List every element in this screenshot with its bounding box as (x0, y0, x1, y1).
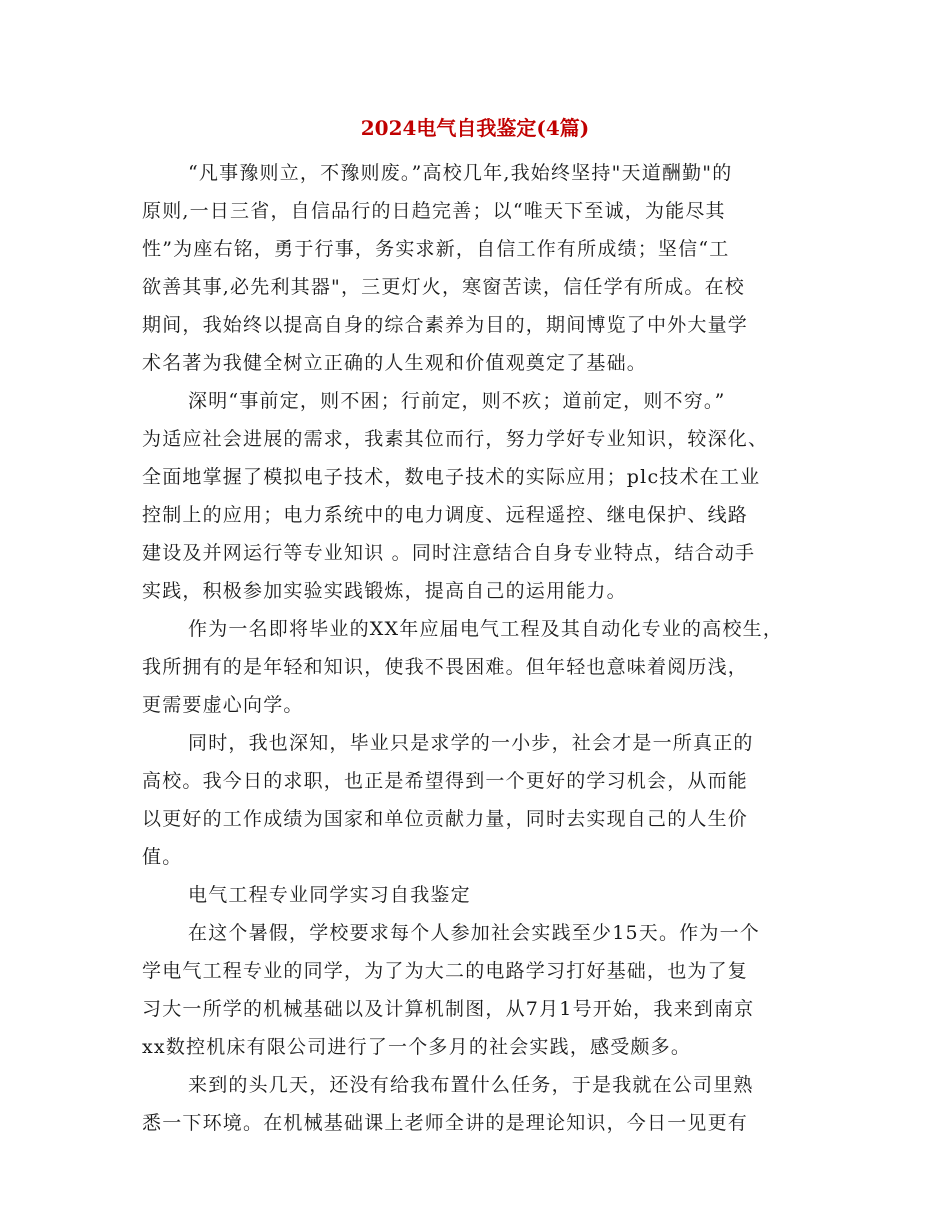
paragraph-line: 原则,一日三省，自信品行的日趋完善；以“唯天下至诚，为能尽其 (142, 200, 726, 222)
paragraph-line: 学电气工程专业的同学，为了为大二的电路学习打好基础，也为了复 (142, 960, 749, 982)
document-title: 2024电气自我鉴定(4篇) (360, 116, 590, 140)
paragraph-line: 习大一所学的机械基础以及计算机制图，从7月1号开始，我来到南京 (142, 998, 755, 1020)
paragraph-line: 以更好的工作成绩为国家和单位贡献力量，同时去实现自己的人生价 (142, 808, 749, 830)
paragraph-line: 控制上的应用；电力系统中的电力调度、远程遥控、继电保护、线路 (142, 504, 749, 526)
paragraph-line: 高校。我今日的求职，也正是希望得到一个更好的学习机会，从而能 (142, 770, 749, 792)
paragraph-line: 欲善其事,必先利其器"，三更灯火，寒窗苦读，信任学有所成。在校 (142, 276, 745, 298)
paragraph-line: 值。 (142, 846, 183, 868)
paragraph-line: 为适应社会进展的需求，我素其位而行，努力学好专业知识，较深化、 (142, 428, 769, 450)
paragraph-line: 实践，积极参加实验实践锻炼，提高自己的运用能力。 (142, 580, 627, 602)
paragraph-line: 同时，我也深知，毕业只是求学的一小步，社会才是一所真正的 (188, 732, 754, 754)
paragraph-line: 在这个暑假，学校要求每个人参加社会实践至少15天。作为一个 (188, 922, 760, 944)
paragraph-line: 作为一名即将毕业的XX年应届电气工程及其自动化专业的高校生， (188, 618, 784, 640)
section-heading: 电气工程专业同学实习自我鉴定 (188, 884, 471, 906)
paragraph-line: 全面地掌握了模拟电子技术，数电子技术的实际应用；plc技术在工业 (142, 466, 761, 488)
paragraph-line: 更需要虚心向学。 (142, 694, 304, 716)
paragraph-line: 性”为座右铭，勇于行事，务实求新，自信工作有所成绩；坚信“工 (142, 238, 730, 260)
paragraph-line: xx数控机床有限公司进行了一个多月的社会实践，感受颇多。 (142, 1036, 692, 1058)
paragraph-line: 来到的头几天，还没有给我布置什么任务，于是我就在公司里熟 (188, 1074, 754, 1096)
paragraph-line: 我所拥有的是年轻和知识，使我不畏困难。但年轻也意味着阅历浅， (142, 656, 749, 678)
paragraph-line: 术名著为我健全树立正确的人生观和价值观奠定了基础。 (142, 352, 648, 374)
paragraph-line: “凡事豫则立，不豫则废。”高校几年,我始终坚持"天道酬勤"的 (188, 162, 733, 184)
paragraph-line: 深明“事前定，则不困；行前定，则不疚；道前定，则不穷。” (188, 390, 726, 412)
paragraph-line: 悉一下环境。在机械基础课上老师全讲的是理论知识，今日一见更有 (142, 1112, 749, 1134)
paragraph-line: 期间，我始终以提高自身的综合素养为目的，期间博览了中外大量学 (142, 314, 749, 336)
paragraph-line: 建设及并网运行等专业知识 。同时注意结合自身专业特点，结合动手 (142, 542, 756, 564)
